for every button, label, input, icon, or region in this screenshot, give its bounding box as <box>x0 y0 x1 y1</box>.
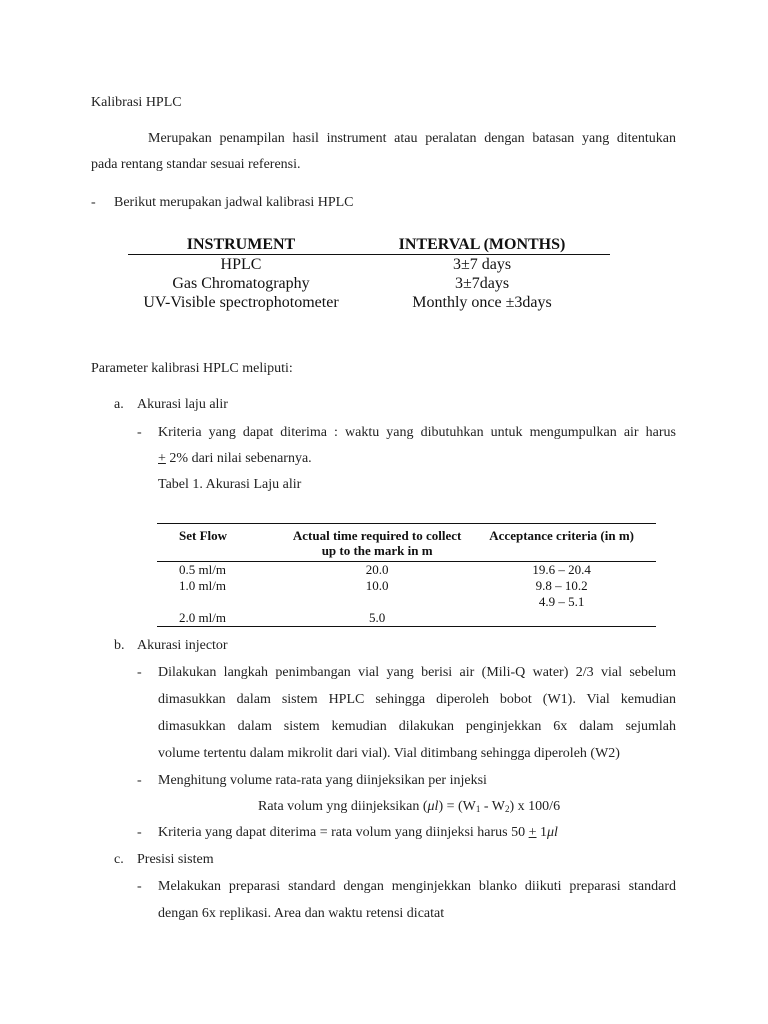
injector-bullet-2: Menghitung volume rata-rata yang diinjeksikan per injeksi <box>158 773 487 788</box>
section-a-marker: a. <box>114 397 124 412</box>
table-cell: HPLC <box>220 255 262 273</box>
table-cell: 2.0 ml/m <box>179 610 226 625</box>
params-title: Parameter kalibrasi HPLC meliputi: <box>91 361 293 376</box>
flow-accuracy-table <box>157 523 656 627</box>
header-line: up to the mark in m <box>321 543 433 558</box>
table-cell: 4.9 – 5.1 <box>538 594 585 609</box>
table-cell: 0.5 ml/m <box>179 562 226 577</box>
col-instrument: INSTRUMENT <box>128 235 354 255</box>
section-a-title: Akurasi laju alir <box>137 397 228 412</box>
flow-criteria-line-2 <box>158 452 312 466</box>
plus-minus-sign: + <box>528 825 537 840</box>
intro-line-1: Merupakan penampilan hasil instrument atau peralatan dengan batasan yang ditentukan <box>148 131 676 146</box>
table-cell: 3±7days <box>454 274 510 292</box>
table-cell <box>157 594 287 610</box>
col-actual-time <box>287 524 467 562</box>
micro-symbol: μl <box>427 799 439 814</box>
precision-line-1: Melakukan preparasi standard dengan menginjekkan blanko diikuti preparasi standard <box>158 879 676 894</box>
doc-title: Kalibrasi HPLC <box>91 95 182 110</box>
injector-para-line-1: Dilakukan langkah penimbangan vial yang berisi air (Mili-Q water) 2/3 vial sebelum <box>158 665 676 680</box>
table-header-row <box>157 524 656 562</box>
subscript: 2 <box>505 804 510 814</box>
calibration-schedule-table <box>128 235 610 312</box>
table-row <box>157 594 656 610</box>
formula-text: ) = (W <box>438 799 476 814</box>
bullet-dash: - <box>91 195 96 210</box>
table-cell: 10.0 <box>365 578 389 593</box>
injection-formula <box>258 800 560 814</box>
formula-text: Rata volum yng diinjeksikan ( <box>258 799 428 814</box>
injector-bullet-3 <box>158 826 558 840</box>
table-cell: 19.6 – 20.4 <box>532 562 591 577</box>
criteria-text: Kriteria yang dapat diterima = rata volum yang diinjeksi harus 50 <box>158 825 529 840</box>
table-row <box>128 255 610 275</box>
table-cell <box>467 610 656 627</box>
table-row <box>128 274 610 293</box>
schedule-intro: Berikut merupakan jadwal kalibrasi HPLC <box>114 195 354 210</box>
flow-criteria-rest: 2% dari nilai sebenarnya. <box>165 451 312 466</box>
injector-para-line-4: volume tertentu dalam mikrolit dari vial). Vial ditimbang sehingga diperoleh (W2) <box>158 746 620 761</box>
table-row <box>128 293 610 312</box>
table-cell: 5.0 <box>369 610 386 625</box>
col-acceptance: Acceptance criteria (in m) <box>467 524 656 562</box>
bullet-dash: - <box>137 825 142 840</box>
table-row <box>157 610 656 627</box>
table-caption: Tabel 1. Akurasi Laju alir <box>158 477 302 492</box>
table-cell: Monthly once ±3days <box>412 293 552 311</box>
formula-text: - W <box>480 799 506 814</box>
section-b-marker: b. <box>114 638 125 653</box>
table-cell: 20.0 <box>365 562 389 577</box>
bullet-dash: - <box>137 425 142 440</box>
injector-para-line-2: dimasukkan dalam sistem HPLC sehingga diperoleh bobot (W1). Vial kemudian <box>158 692 676 707</box>
flow-criteria-line-1: Kriteria yang dapat diterima : waktu yang dibutuhkan untuk mengumpulkan air harus <box>158 425 676 440</box>
plus-minus-sign: + <box>158 451 166 466</box>
table-cell: Gas Chromatography <box>172 274 310 292</box>
table-row <box>157 578 656 594</box>
table-cell <box>287 594 467 610</box>
section-c-marker: c. <box>114 852 124 867</box>
section-b-title: Akurasi injector <box>137 638 228 653</box>
precision-line-2: dengan 6x replikasi. Area dan waktu retensi dicatat <box>158 906 445 921</box>
table-header-row <box>128 235 610 255</box>
table-cell: UV-Visible spectrophotometer <box>143 293 339 311</box>
micro-symbol: μl <box>547 825 558 840</box>
bullet-dash: - <box>137 773 142 788</box>
section-c-title: Presisi sistem <box>137 852 214 867</box>
col-set-flow: Set Flow <box>157 524 287 562</box>
table-cell: 9.8 – 10.2 <box>535 578 588 593</box>
table-row <box>157 562 656 579</box>
table-cell: 3±7 days <box>452 255 512 273</box>
bullet-dash: - <box>137 879 142 894</box>
intro-line-2: pada rentang standar sesuai referensi. <box>91 157 301 172</box>
formula-text: ) x 100/6 <box>509 799 561 814</box>
table-cell: 1.0 ml/m <box>179 578 226 593</box>
col-interval: INTERVAL (MONTHS) <box>354 235 610 255</box>
subscript: 1 <box>475 804 481 814</box>
criteria-text: 1 <box>536 825 548 840</box>
header-line: Actual time required to collect <box>292 528 462 543</box>
injector-para-line-3: dimasukkan dalam sistem kemudian dilakukan penginjekkan 6x dalam sejumlah <box>158 719 676 734</box>
bullet-dash: - <box>137 665 142 680</box>
